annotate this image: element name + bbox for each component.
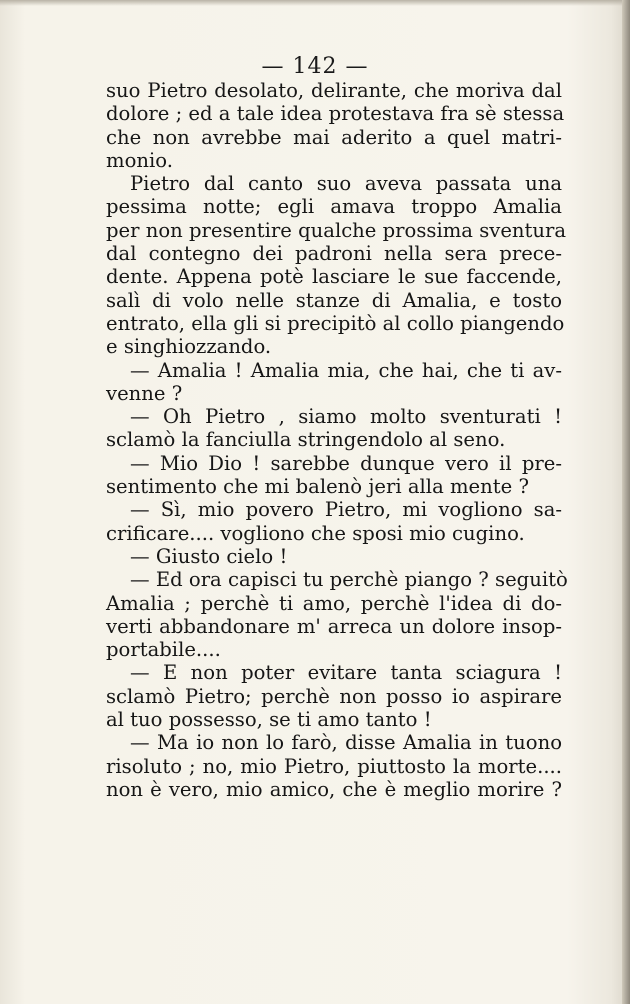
page-number: — 142 — [261, 54, 369, 79]
text-line: sentimento che mi balenò jeri alla mente ? [106, 475, 529, 499]
text-line: entrato, ella gli si precipitò al collo piangendo [106, 311, 565, 335]
text-line: al tuo possesso, se ti amo tanto ! [106, 708, 432, 732]
text-line: monio. [106, 148, 173, 172]
text-line: dolore ; ed a tale idea protestava fra sè stessa [106, 102, 565, 126]
text-line: — Sì, mio povero Pietro, mi vogliono sa- [130, 498, 562, 522]
text-line: — Amalia ! Amalia mia, che hai, che ti av- [130, 358, 562, 382]
text-line: non è vero, mio amico, che è meglio morire ? [106, 777, 562, 801]
text-line: per non presentire qualche prossima sventura [106, 218, 567, 242]
text-line: dal contegno dei padroni nella sera prece- [106, 242, 562, 266]
text-line: verti abbandonare m' arreca un dolore insop- [106, 614, 562, 638]
text-line: risoluto ; no, mio Pietro, piuttosto la morte.... [106, 754, 562, 778]
text-line: e singhiozzando. [106, 335, 272, 359]
text-line: — Giusto cielo ! [130, 544, 288, 568]
text-line: suo Pietro desolato, delirante, che moriva dal [106, 79, 562, 102]
text-line: sclamò la fanciulla stringendolo al seno. [106, 428, 506, 452]
page-top-edge [0, 0, 630, 6]
text-line: sclamò Pietro; perchè non posso io aspirare [106, 684, 562, 708]
text-line: portabile.... [106, 638, 221, 662]
page-right-edge [622, 0, 630, 1004]
text-line: pessima notte; egli amava troppo Amalia [106, 195, 562, 219]
text-line: dente. Appena potè lasciare le sue faccende, [106, 265, 562, 289]
text-line: Amalia ; perchè ti amo, perchè l'idea di do- [106, 591, 562, 615]
text-line: — Mio Dio ! sarebbe dunque vero il pre- [130, 451, 562, 475]
text-line: Pietro dal canto suo aveva passata una [130, 172, 562, 196]
text-line: venne ? [106, 381, 183, 405]
text-line: — Ed ora capisci tu perchè piango ? seguitò [130, 568, 568, 592]
text-line: crificare.... vogliono che sposi mio cugino. [106, 521, 525, 545]
text-line: — Ma io non lo farò, disse Amalia in tuono [130, 731, 562, 755]
body-text [106, 79, 568, 801]
text-line: — E non poter evitare tanta sciagura ! [130, 661, 562, 685]
text-line: — Oh Pietro , siamo molto sventurati ! [130, 405, 562, 429]
text-line: salì di volo nelle stanze di Amalia, e tosto [106, 288, 562, 312]
text-line: che non avrebbe mai aderito a quel matri- [106, 125, 562, 149]
